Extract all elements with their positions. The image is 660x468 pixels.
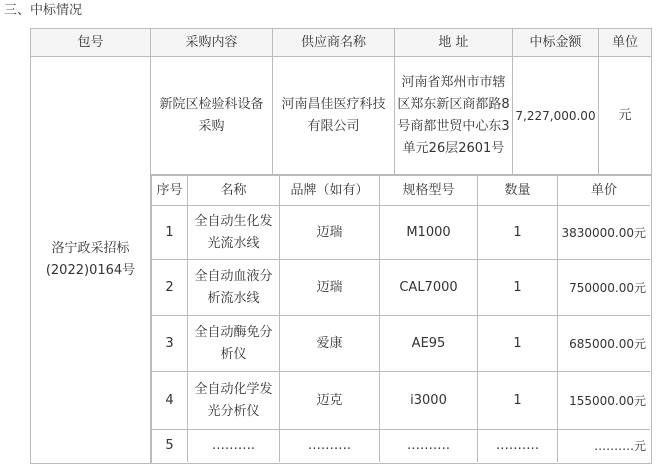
address-cell: 河南省郑州市市辖区郑东新区商都路8号商都世贸中心东3单元26层2601号 (395, 57, 513, 175)
item-model: CAL7000 (380, 260, 478, 316)
item-qty: 1 (478, 260, 558, 316)
item-price: 750000.00元 (558, 260, 650, 316)
award-table (30, 28, 652, 464)
item-name: 全自动血液分析流水线 (188, 260, 280, 316)
supplier-cell: 河南昌佳医疗科技有限公司 (273, 57, 395, 175)
items-header-name: 名称 (188, 176, 280, 206)
section-title: 三、中标情况 (4, 3, 83, 18)
item-price: ……….元 (594, 439, 646, 453)
item-name: 全自动化学发光分析仪 (188, 372, 280, 430)
item-model: ………. (380, 430, 478, 462)
item-name: 全自动酶免分析仪 (188, 316, 280, 372)
items-header-brand: 品牌（如有） (280, 176, 380, 206)
item-name: ………. (188, 430, 280, 462)
unit-cell: 元 (599, 57, 651, 175)
item-qty: 1 (478, 372, 558, 430)
item-qty: ………. (478, 430, 558, 462)
item-seq: 5 (152, 430, 188, 462)
header-supplier: 供应商名称 (273, 29, 395, 57)
header-unit: 单位 (599, 29, 651, 57)
item-seq: 1 (152, 206, 188, 260)
item-brand: 迈瑞 (280, 260, 380, 316)
item-price: 685000.00元 (558, 316, 650, 372)
items-header-price: 单价 (558, 176, 650, 206)
item-name: 全自动生化发光流水线 (188, 206, 280, 260)
item-seq: 3 (152, 316, 188, 372)
item-seq: 4 (152, 372, 188, 430)
header-content: 采购内容 (151, 29, 273, 57)
item-brand: 迈克 (280, 372, 380, 430)
item-price: 155000.00元 (558, 372, 650, 430)
header-amount: 中标金额 (513, 29, 599, 57)
item-brand: 迈瑞 (280, 206, 380, 260)
item-qty: 1 (478, 316, 558, 372)
header-address: 地 址 (395, 29, 513, 57)
item-model: M1000 (380, 206, 478, 260)
items-header-qty: 数量 (478, 176, 558, 206)
items-header-seq: 序号 (152, 176, 188, 206)
item-qty: 1 (478, 206, 558, 260)
package-no-cell: 洛宁政采招标(2022)0164号 (31, 57, 151, 463)
header-package-no: 包号 (31, 29, 151, 57)
item-seq: 2 (152, 260, 188, 316)
content-cell: 新院区检验科设备采购 (151, 57, 273, 175)
item-price: 3830000.00元 (558, 206, 650, 260)
item-brand: 爱康 (280, 316, 380, 372)
item-model: i3000 (380, 372, 478, 430)
item-model: AE95 (380, 316, 478, 372)
items-table (151, 175, 651, 463)
items-header-model: 规格型号 (380, 176, 478, 206)
item-brand: ………. (280, 430, 380, 462)
amount-cell: 7,227,000.00 (513, 57, 599, 175)
